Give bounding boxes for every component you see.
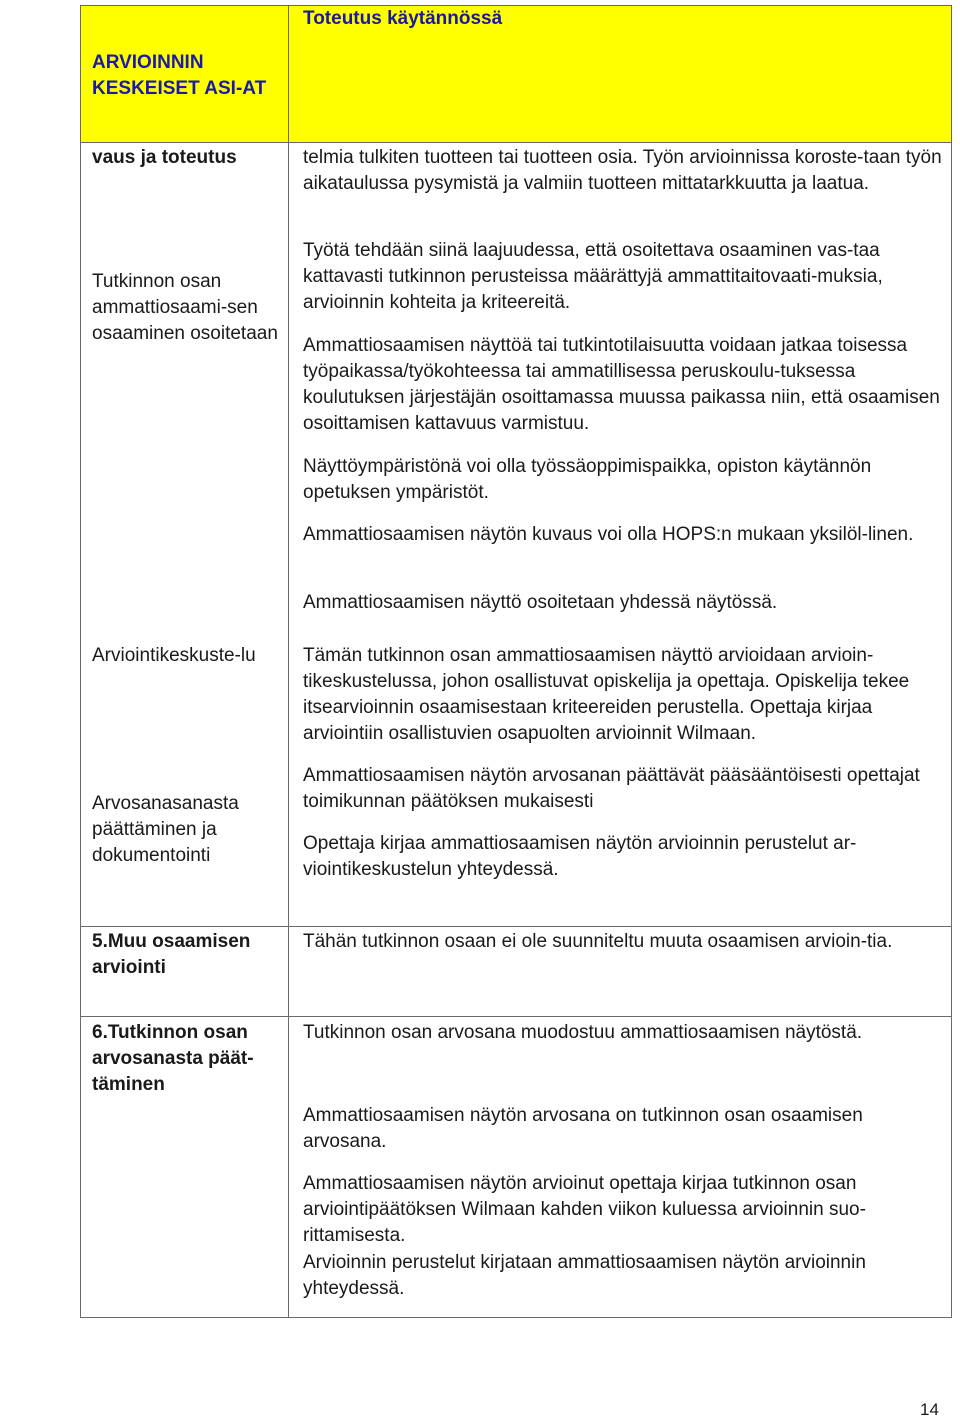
paragraph: Ammattiosaamisen näytön arvioinut opettaja kirjaa tutkinnon osan arviointipäätöksen Wilmaan kahden viikon kuluessa arvioinnin suo-rittamisesta. [303, 1173, 866, 1246]
header-right-cell [289, 6, 951, 142]
paragraph: Tutkinnon osan arvosana muodostuu ammattiosaamisen näytöstä. [303, 1022, 863, 1043]
row-divider [81, 1016, 951, 1017]
paragraph: Tämän tutkinnon osan ammattiosaamisen näyttö arvioidaan arvioin-tikeskustelussa, johon osallistuvat opiskelija ja opettaja. Opiskelija tekee itsearvioinnin osaamisestaan kriteereiden perustella. Opettaja kirjaa arviointiin osallistuvien osapuolten arvioinnit Wilmaan. [303, 645, 910, 744]
header-left-cell [81, 6, 288, 142]
paragraph: Tähän tutkinnon osaan ei ole suunniteltu muuta osaamisen arvioin-tia. [303, 931, 893, 952]
paragraph: Ammattiosaamisen näytön arvosanan päättävät pääsääntöisesti opettajat toimikunnan päätöksen mukaisesti [303, 765, 920, 812]
paragraph: Ammattiosaamisen näyttöä tai tutkintotilaisuutta voidaan jatkaa toisessa työpaikassa/työkohteessa tai ammatillisessa peruskoulu-tuksessa koulutuksen järjestäjän osoittamassa muussa paikassa niin, että osaamisen osoittamisen kattavuus varmistuu. [303, 335, 940, 434]
row-divider [81, 142, 951, 143]
paragraph: Opettaja kirjaa ammattiosaamisen näytön arvioinnin perustelut ar-viointikeskustelun yhteydessä. [303, 833, 857, 880]
page-number: 14 [920, 1400, 939, 1419]
label-tutkinnon-arvosana: 6.Tutkinnon osan arvosanasta päät-täminen [92, 1022, 254, 1095]
label-arviointikeskustelu: Arviointikeskuste-lu [92, 645, 256, 666]
paragraph: Näyttöympäristönä voi olla työssäoppimispaikka, opiston käytännön opetuksen ympäristöt. [303, 456, 872, 503]
label-tutkinnon-osan: Tutkinnon osan ammattiosaami-sen osaaminen osoitetaan [92, 271, 278, 344]
label-muu-osaamisen: 5.Muu osaamisen arviointi [92, 931, 251, 978]
paragraph: Työtä tehdään siinä laajuudessa, että osoitettava osaaminen vas-taa kattavasti tutkinnon perusteissa määrättyjä ammattitaitovaati-muksia, arvioinnin kohteita ja kriteereitä. [303, 240, 883, 313]
paragraph: Ammattiosaamisen näyttö osoitetaan yhdessä näytössä. [303, 592, 778, 613]
paragraph: Ammattiosaamisen näytön arvosana on tutkinnon osan osaamisen arvosana. [303, 1105, 863, 1152]
label-arvosanasanasta: Arvosanasanasta päättäminen ja dokumentointi [92, 793, 239, 866]
row-divider [81, 926, 951, 927]
assessment-table [80, 5, 952, 1318]
column-divider [288, 6, 289, 1317]
header-left-title: ARVIOINNIN KESKEISET ASI-AT [92, 52, 267, 99]
header-right-title: Toteutus käytännössä [303, 8, 503, 29]
paragraph: telmia tulkiten tuotteen tai tuotteen osia. Työn arvioinnissa koroste-taan työn aikataulussa pysymistä ja valmiin tuotteen mittatarkkuutta ja laatua. [303, 147, 942, 194]
paragraph: Arvioinnin perustelut kirjataan ammattiosaamisen näytön arvioinnin yhteydessä. [303, 1252, 866, 1299]
label-vaus: vaus ja toteutus [92, 147, 237, 168]
paragraph: Ammattiosaamisen näytön kuvaus voi olla HOPS:n mukaan yksilöl-linen. [303, 524, 914, 545]
